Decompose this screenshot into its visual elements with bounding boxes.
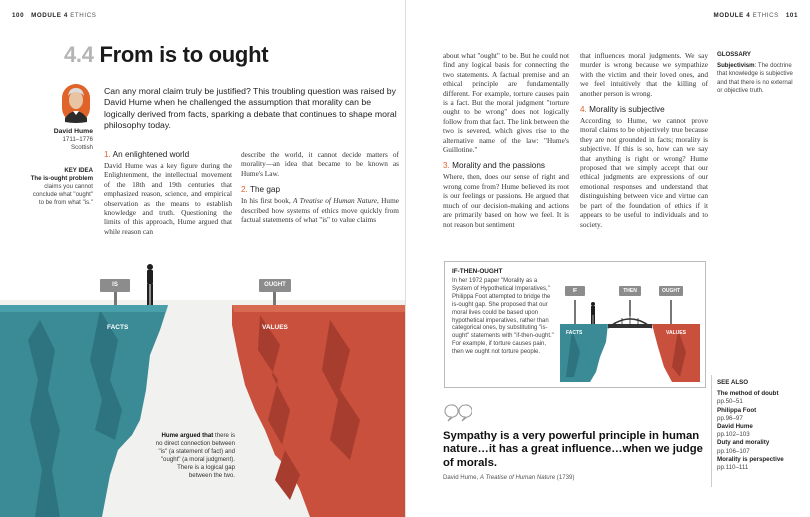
quote-author: David Hume, (443, 474, 480, 481)
key-idea-text: claims you cannot conclude what "ought" to be from what "is." (32, 183, 93, 206)
section-4-body: According to Hume, we cannot prove moral claims to be objectively true because they are not grounded in facts; morality is subjective. If this is so, how can we say that anything is right or wrong? Hume proposed that we simply accept that our ethical judgments are expressions of our emotional responses and understand that distinguishing between vice and virtue can be part of the foundation of ethics if it appears to be useful to individuals and to society. (580, 116, 708, 229)
portrait-nationality: Scottish (70, 144, 93, 151)
key-idea-heading: KEY IDEA (64, 167, 93, 174)
box-text: In her 1972 paper "Morality as a System of Hypothetical Imperatives," Philippa Foot attempted to bridge the is-ought gap. She proposed that our moral lives could be based upon hypothetical imperatives, rather than categorical ones, by substituting "is-ought" statements with "if-then-ought." For example, if torture causes pain, then we ought not torture people. (452, 278, 554, 356)
quote-book: A Treatise of Human Nature (479, 474, 556, 481)
caption-lead: Hume argued that (161, 432, 214, 439)
page-gutter (405, 0, 406, 517)
see-also-pages: pp.106–107 (717, 447, 750, 455)
see-also-title[interactable]: Morality is perspective (717, 455, 784, 463)
glossary (717, 51, 797, 95)
left-topic-label: ETHICS (70, 12, 97, 19)
see-also-heading: SEE ALSO (717, 379, 749, 386)
right-topic-label: ETHICS (752, 12, 779, 19)
box-if-sign: IF (565, 286, 585, 296)
section-2-number: 2. (241, 185, 248, 195)
section-title: From is to ought (99, 42, 269, 67)
values-label: VALUES (262, 324, 288, 331)
ought-sign: OUGHT (259, 279, 291, 292)
illustration-caption (155, 432, 235, 480)
facts-cliff (0, 305, 168, 517)
values-cliff (232, 305, 405, 517)
see-also-item[interactable] (717, 439, 802, 455)
section-3-continued: that influences moral judgments. We say murder is wrong because we sympathize with the victim and their loved ones, and we feel intuitively that the killing of another person is wrong. (580, 51, 708, 98)
intro-paragraph: Can any moral claim truly be justified? This troubling question was raised by David Hume when he challenged the assumption that morality can be logically derived from facts, sparking a debate that continues to shape moral philosophy today. (104, 86, 397, 130)
section-2-text-post: , Hume described how systems of ethics move quickly from factual statements of what "is" to value claims (241, 196, 399, 225)
box-ought-sign: OUGHT (659, 286, 683, 296)
see-also-title[interactable]: David Hume (717, 423, 753, 431)
section-number: 4.4 (64, 42, 94, 67)
section-3-number: 3. (443, 161, 450, 171)
see-also (717, 379, 802, 472)
see-also-item[interactable] (717, 407, 802, 423)
section-2-title: The gap (249, 185, 281, 195)
see-also-pages: pp.50–51 (717, 398, 743, 406)
glossary-heading: GLOSSARY (717, 51, 751, 58)
quote-attribution (443, 474, 574, 481)
section-1-title: An enlightened world (112, 150, 190, 159)
facts-label: FACTS (107, 324, 129, 331)
right-page-header (714, 12, 799, 19)
portrait-caption (30, 128, 93, 152)
section-2-heading (241, 185, 399, 194)
column-1 (104, 150, 232, 236)
right-page-number: 101 (785, 12, 798, 19)
section-1-heading (104, 150, 232, 159)
quote-year: (1739) (555, 474, 575, 481)
caption-text: there is no direct connection between "is" (a statement of fact) and "ought" (a moral judgment). There is a logical gap between the two. (155, 432, 235, 479)
section-4-heading (580, 105, 708, 114)
see-also-item[interactable] (717, 423, 802, 439)
see-also-title[interactable]: Duty and morality (717, 439, 770, 447)
left-module-label: MODULE 4 (31, 12, 68, 19)
section-3-body: Where, then, does our sense of right and wrong come from? Hume believed its root is our feelings or passions. He argued that much of our decision-making and actions are primarily based on how we feel. It is not reason but sentiment (443, 172, 569, 229)
quote-icon (444, 404, 472, 427)
section-2-text-pre: In his first book, (241, 196, 294, 206)
glossary-term: Subjectivism (717, 62, 755, 70)
left-page-header (12, 12, 97, 19)
section-1-number: 1. (104, 150, 111, 159)
box-person-figure (591, 302, 595, 324)
see-also-title[interactable]: The method of doubt (717, 390, 779, 398)
box-then-sign: THEN (619, 286, 641, 296)
section-4-title: Morality is subjective (589, 105, 665, 115)
section-2-book-title: A Treatise of Human Nature (293, 196, 378, 206)
section-1-continued: describe the world, it cannot decide matters of morality—an idea that became to be known as Hume's Law. (241, 150, 399, 178)
box-heading: IF-THEN-OUGHT (452, 268, 503, 275)
page-title (64, 42, 268, 68)
section-3-title: Morality and the passions (452, 161, 545, 171)
box-values-label: VALUES (666, 330, 686, 336)
see-also-title[interactable]: Philippa Foot (717, 406, 757, 414)
portrait-name: David Hume (53, 128, 93, 135)
section-3-heading (443, 161, 569, 170)
pull-quote: Sympathy is a very powerful principle in human nature…it has a great influence…when we judge of morals. (443, 430, 703, 469)
left-page-number: 100 (12, 12, 25, 19)
key-idea-term: The is-ought problem (30, 175, 93, 182)
right-module-label: MODULE 4 (713, 12, 751, 19)
ought-sign-post (273, 290, 276, 305)
see-also-pages: pp.96–97 (717, 414, 743, 422)
is-sign: IS (100, 279, 130, 292)
see-also-item[interactable] (717, 390, 802, 406)
section-4-number: 4. (580, 105, 587, 115)
see-also-divider (711, 375, 712, 487)
is-sign-post (114, 290, 117, 305)
column-3 (443, 51, 569, 229)
hume-portrait (59, 84, 93, 124)
section-2-continued: about what "ought" to be. But he could not find any logical basis for connecting the two statements. A factual premise and an ethical principle are fundamentally different. For example, torture causes pain is a fact. But the moral judgment "torture ought to be wrong" does not logically follow from that fact. The link between the two is severed, which gives rise to the alternative name of the law: "Hume's Guillotine." (443, 51, 569, 155)
see-also-pages: pp.102–103 (717, 431, 750, 439)
see-also-pages: pp.110–111 (717, 464, 749, 472)
key-idea (28, 167, 93, 207)
see-also-item[interactable] (717, 456, 802, 472)
column-2 (241, 150, 399, 224)
box-facts-label: FACTS (566, 330, 583, 336)
section-2-body (241, 196, 399, 224)
portrait-dates: 1711–1776 (62, 136, 93, 143)
section-1-body: David Hume was a key figure during the Enlightenment, the intellectual movement of the 18th and 19th centuries that emphasized reason, science, and empirical observation as the means to establish knowledge and truth. Questioning the limits of this approach, Hume argued that while reason can (104, 161, 232, 236)
glossary-definition: : The doctrine that knowledge is subjective and that there is no external or objective truth. (717, 62, 793, 94)
person-figure (147, 264, 153, 305)
if-then-ought-box (444, 261, 706, 388)
column-4 (580, 51, 708, 229)
